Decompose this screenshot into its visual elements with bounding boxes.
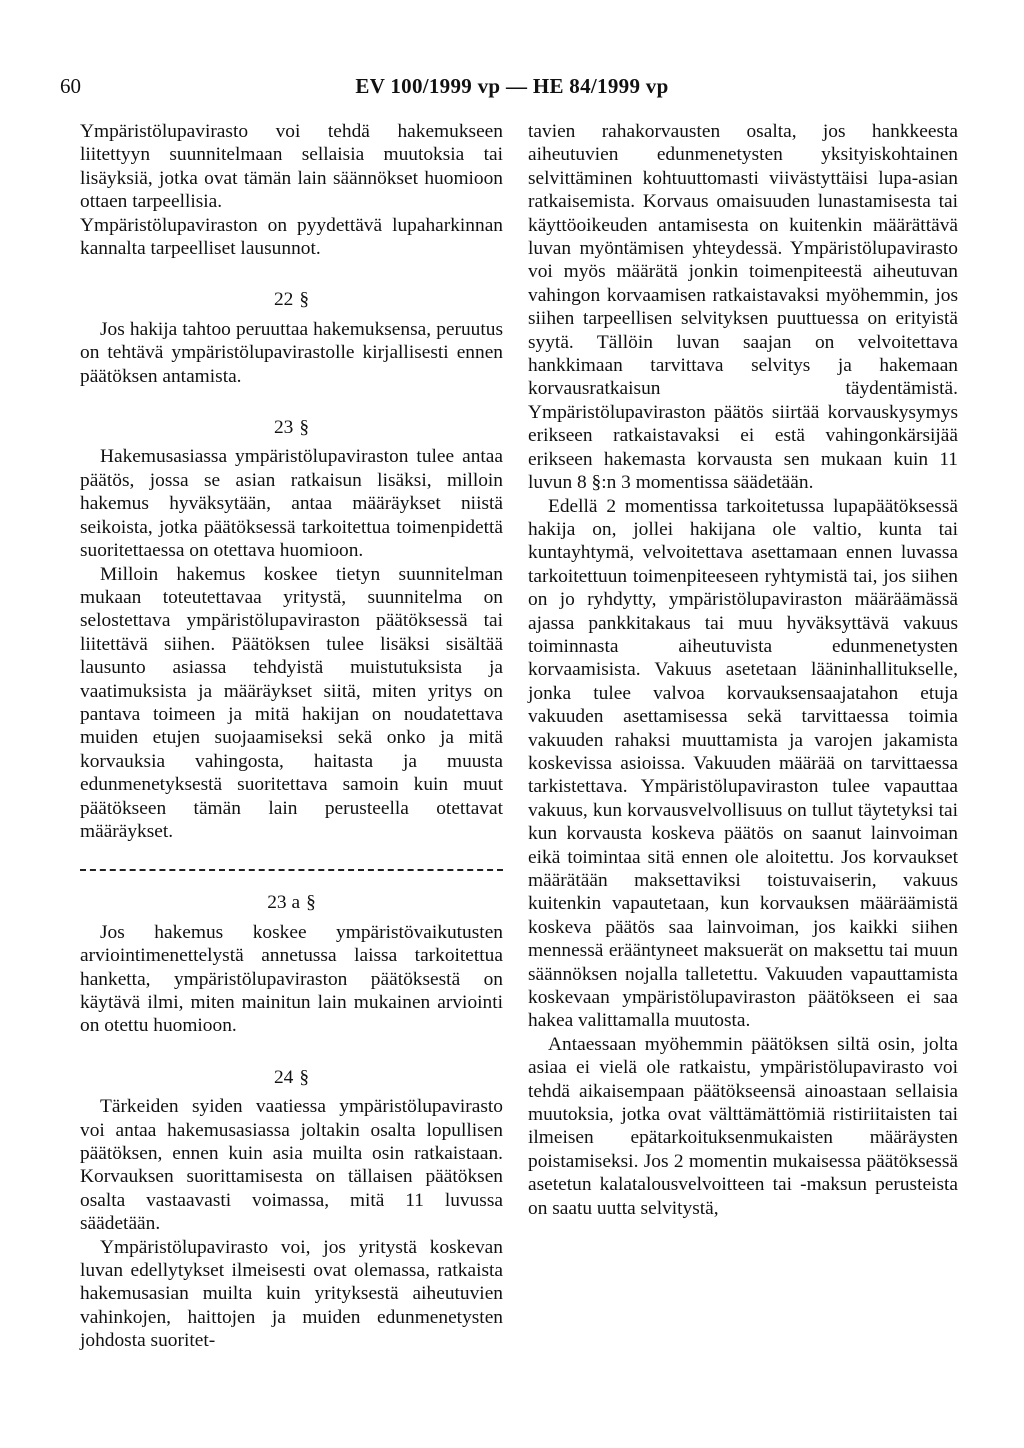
right-column bbox=[528, 120, 958, 1220]
section-heading-24 bbox=[80, 1066, 503, 1089]
paragraph: Ympäristölupaviraston on pyydettävä lupaharkinnan kannalta tarpeelliset lausunnot. bbox=[80, 214, 503, 260]
section-heading-22 bbox=[80, 288, 503, 311]
paragraph: Hakemusasiassa ympäristölupaviraston tulee antaa päätös, jossa se asian ratkaisun lisäksi, milloin hakemus hyväksytään, antaa määräykset niistä seikoista, jotka päätöksessä tarkoitettua toimenpidettä suoritettaessa on otettava huomioon. bbox=[80, 446, 503, 562]
section-sign: § bbox=[306, 892, 316, 914]
section-sign: § bbox=[299, 1066, 310, 1088]
omission-divider bbox=[80, 869, 503, 871]
page-header bbox=[60, 74, 964, 104]
paragraph: Milloin hakemus koskee tietyn suunnitelman mukaan toteutettavaa yritystä, suunnitelma on selostettava ympäristölupaviraston päätöksessä tai liitettävä siihen. Päätöksen tulee lisäksi sisältää lausunto asiassa tehdyistä muistutuksista ja vaatimuksista ja määräykset siitä, miten yritys on pantava toimeen ja mitä hakijan on noudatettava muiden etujen suojaamiseksi sekä onko ja mitä korvauksia vahingosta, haitasta ja muusta edunmenetyksestä suoritettava samoin kuin muut päätökseen tämän lain perusteella otettavat määräykset. bbox=[80, 563, 503, 842]
section-heading-23a bbox=[80, 891, 503, 914]
paragraph: Ympäristölupavirasto voi, jos yritystä koskevan luvan edellytykset ilmeisesti ovat olemassa, ratkaista hakemusasian muilta kuin yrityksestä aiheutuvien vahinkojen, haittojen ja muiden edunmenetysten johdosta suoritet- bbox=[80, 1236, 503, 1352]
left-column bbox=[80, 120, 503, 1353]
section-number: 23 bbox=[273, 417, 294, 439]
paragraph: Jos hakija tahtoo peruuttaa hakemuksensa, peruutus on tehtävä ympäristölupavirastolle kirjallisesti ennen päätöksen antamista. bbox=[80, 318, 503, 387]
section-sign: § bbox=[299, 417, 310, 439]
paragraph: Ympäristölupavirasto voi tehdä hakemukseen liitettyyn suunnitelmaan sellaisia muutoksia tai lisäyksiä, jotka ovat tämän lain säännökset huomioon ottaen tarpeellisia. bbox=[80, 121, 503, 213]
section-number: 24 bbox=[273, 1066, 294, 1088]
paragraph: Tärkeiden syiden vaatiessa ympäristölupavirasto voi antaa hakemusasiassa joltakin osalta lopullisen päätöksen, ennen kuin asia muilta osin ratkaistaan. Korvauksen suorittamisesta on tällaisen päätöksen osalta vastaavasti voimassa, mitä 11 luvussa säädetään. bbox=[80, 1096, 503, 1235]
section-sign: § bbox=[299, 289, 310, 311]
paragraph: tavien rahakorvausten osalta, jos hankkeesta aiheutuvien edunmenetysten yksityiskohtainen selvittäminen kohtuuttomasti viivästyttäisi lupa-asian ratkaisemista. Korvaus omaisuuden lunastamisesta tai käyttöoikeuden antamisesta on kuitenkin määrättävä luvan myöntämisen yhteydessä. Ympäristölupavirasto voi myös määrätä jonkin toimenpiteestä aiheutuvan vahingon korvaamisen ratkaistavaksi myöhemmin, jos siihen tarpeellisen selvityksen puuttuessa on erityistä syytä. Tällöin luvan saajan on velvoitettava hankkimaan tarvittava selvitys ja hakemaan korvausratkaisun täydentämistä. Ympäristölupaviraston päätös siirtää korvauskysymys erikseen ratkaistavaksi ei estä vahingonkärsijää erikseen hakemasta korvausta sen mukaan kuin 11 luvun 8 §:n 3 momentissa säädetään. bbox=[528, 121, 958, 494]
running-head: EV 100/1999 vp — HE 84/1999 vp bbox=[355, 74, 669, 98]
page-number: 60 bbox=[60, 74, 81, 98]
paragraph: Jos hakemus koskee ympäristövaikutusten arviointimenettelystä annetussa laissa tarkoitettua hanketta, ympäristölupaviraston päätöksestä on käytävä ilmi, miten mainitun lain mukainen arviointi on otettu huomioon. bbox=[80, 921, 503, 1037]
paragraph: Edellä 2 momentissa tarkoitetussa lupapäätöksessä hakija on, jollei hakijana ole valtio, kunta tai kuntayhtymä, velvoitettava asettamaan ennen luvassa tarkoitettuun toimenpiteeseen ryhtymistä tai, jos siihen on jo ryhdytty, ympäristölupaviraston määräämässä ajassa pankkitakaus tai muu hyväksyttävä vakuus toiminnasta aiheutuvista edunmenetysten korvaamisista. Vakuus asetetaan lääninhallitukselle, jonka tulee valvoa korvauksensaajatahon etuja vakuuden asettamisessa sekä tarvittaessa toimia vakuuden rahaksi muuttamista ja varojen jakamista koskevissa asioissa. Vakuuden määrää on tarvittaessa tarkistettava. Ympäristölupaviraston tulee vapauttaa vakuus, kun korvausvelvollisuus on tullut täytetyksi tai kun korvausta koskeva päätös on saanut lainvoiman eikä toimintaa sitä ennen ole aloitettu. Jos korvaukset määrätään maksettaviksi toistuvaiserin, vakuus kuitenkin vapautetaan, kun korvauksen määräämistä koskeva päätös saa lainvoiman, jos kaikki siihen mennessä erääntyneet maksuerät on maksettu tai muun säännöksen nojalla talletettu. Vakuuden vapauttamista koskevaan ympäristölupaviraston päätökseen ei saa hakea valittamalla muutosta. bbox=[528, 495, 958, 1032]
paragraph: Antaessaan myöhemmin päätöksen siltä osin, jolta asiaa ei vielä ole ratkaistu, ympäristölupavirasto voi tehdä aikaisempaan päätökseensä ainoastaan sellaisia muutoksia, jotka ovat välttämättömiä ristiriitaisten tai ilmeisen epätarkoituksenmukaisten määräysten poistamiseksi. Jos 2 momentin mukaisessa päätöksessä asetetun kalatalousvelvoitteen tai -maksun perusteista on saatu uutta selvitystä, bbox=[528, 1033, 958, 1219]
section-heading-23 bbox=[80, 416, 503, 439]
section-number: 22 bbox=[273, 289, 294, 311]
section-number: 23 a bbox=[267, 892, 301, 914]
